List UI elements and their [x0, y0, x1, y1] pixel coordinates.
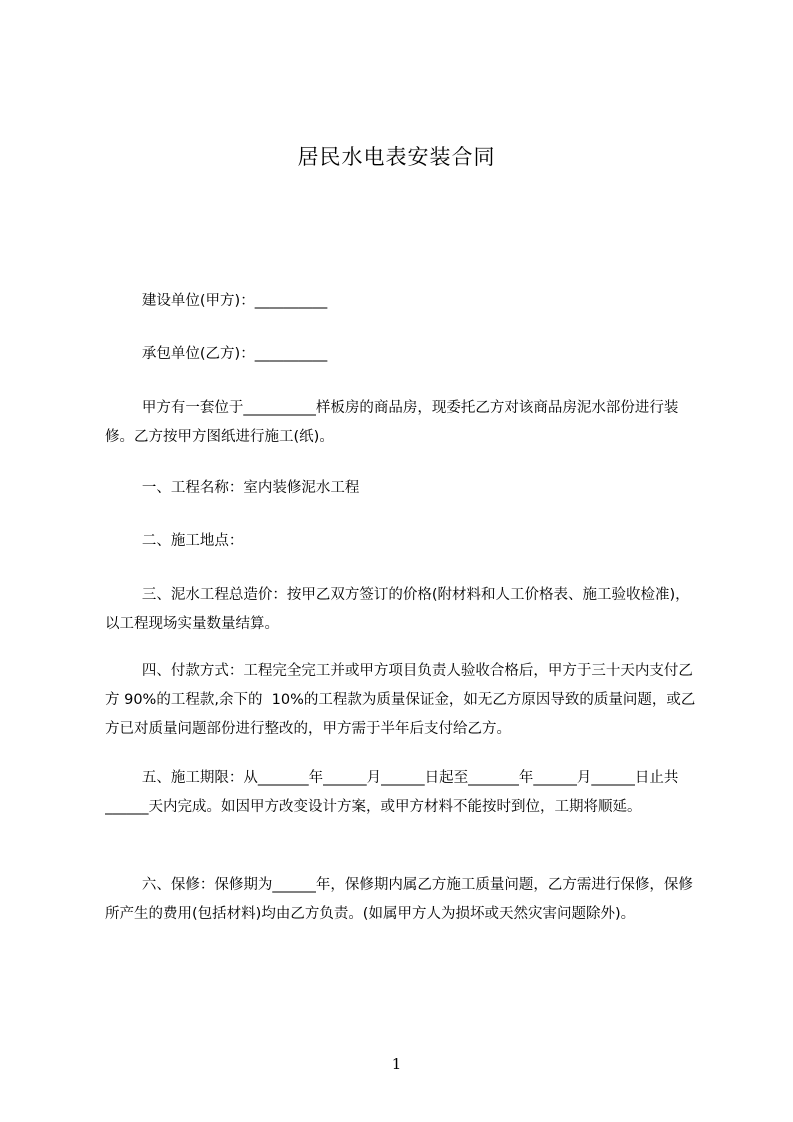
intro-paragraph: 甲方有一套位于__________样板房的商品房，现委托乙方对该商品房泥水部份进行装修。乙方按甲方图纸进行施工(纸)。 — [105, 400, 679, 445]
clause-schedule: 五、施工期限：从_______年______月______日起至_______年______月______日止共______天内完成。如因甲方改变设计方案，或甲方材料不能按时到位，工期将顺延。 — [105, 770, 679, 815]
clause-location: 二、施工地点： — [105, 533, 244, 549]
clause-project-name: 一、工程名称：室内装修泥水工程 — [105, 480, 360, 496]
clause-total-price: 三、泥水工程总造价：按甲乙双方签订的价格(附材料和人工价格表、施工验收检准)，以工程现场实量数量结算。 — [105, 587, 690, 632]
party-a-line: 建设单位(甲方)：__________ — [105, 293, 328, 309]
document-title: 居民水电表安装合同 — [297, 145, 496, 169]
clause-payment: 四、付款方式：工程完全完工并或甲方项目负责人验收合格后，甲方于三十天内支付乙方 90%的工程款,余下的 10%的工程款为质量保证金，如无乙方原因导致的质量问题，或乙方已对质量问题部份进行整改的，甲方需于半年后支付给乙方。 — [105, 663, 696, 737]
page-number: 1 — [391, 1055, 402, 1073]
clause-warranty: 六、保修：保修期为______年，保修期内属乙方施工质量问题，乙方需进行保修，保修所产生的费用(包括材料)均由乙方负责。(如属甲方人为损坏或天然灾害问题除外)。 — [105, 877, 693, 922]
party-b-line: 承包单位(乙方)：__________ — [105, 346, 328, 362]
